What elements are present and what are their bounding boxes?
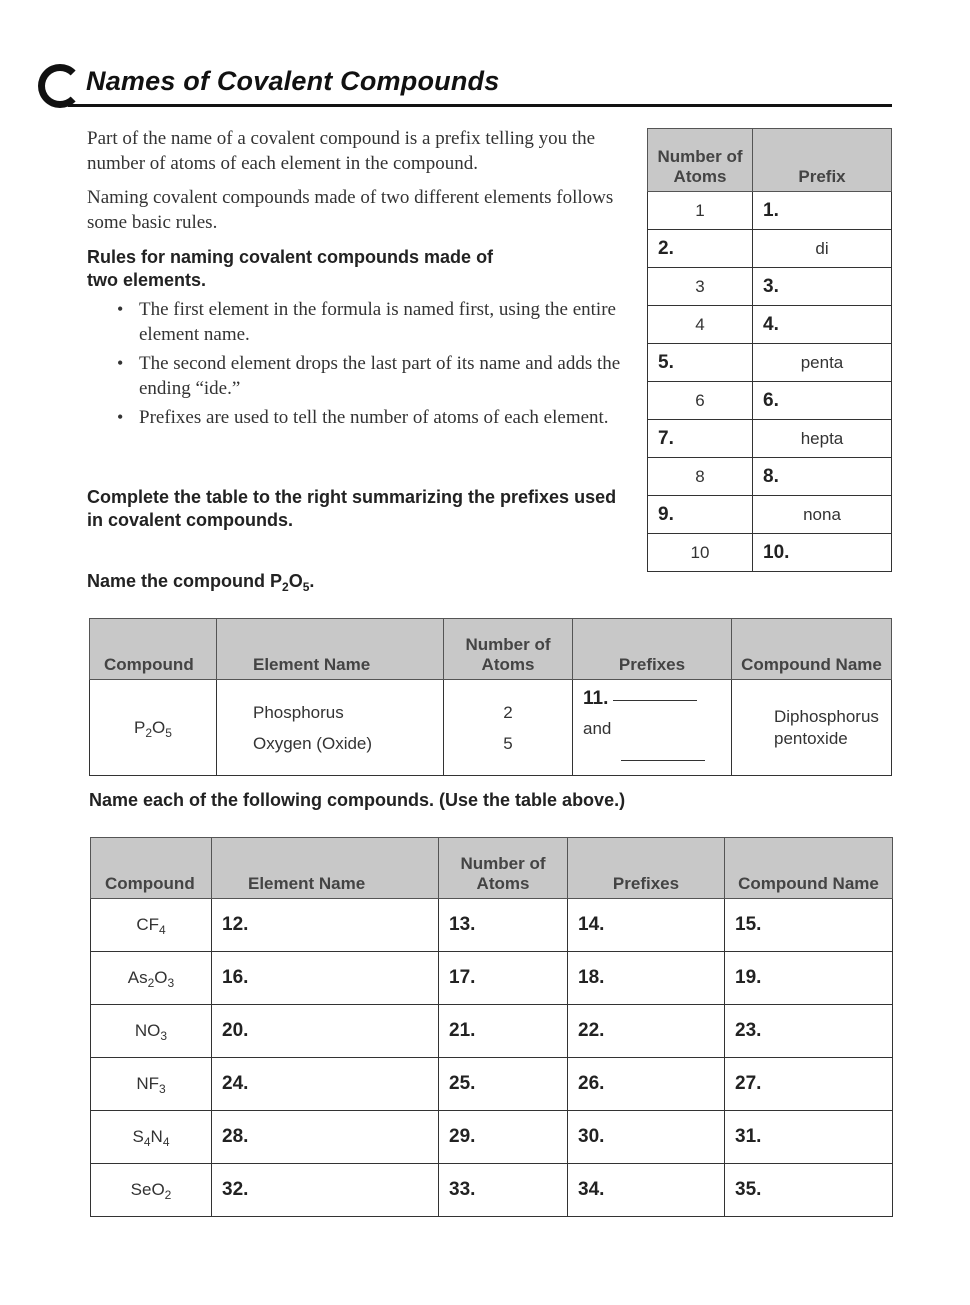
atoms-answer-cell[interactable]: 25.: [439, 1058, 568, 1111]
header-number-of-atoms: Number of Atoms: [444, 619, 573, 680]
instruction-text: O: [288, 571, 303, 591]
header-prefixes: Prefixes: [573, 619, 732, 680]
prefixes-answer-cell[interactable]: 30.: [568, 1111, 725, 1164]
table-row: [648, 268, 892, 306]
atoms-cell: 10: [648, 534, 753, 572]
header-number-of-atoms: Number of Atoms: [648, 129, 753, 192]
rule-item: • The first element in the formula is named first, using the entire element name.: [115, 297, 625, 347]
atoms-cell: 1: [648, 192, 753, 230]
element-name-answer-cell[interactable]: 28.: [212, 1111, 439, 1164]
table-row: [648, 192, 892, 230]
element-name-answer-cell[interactable]: 32.: [212, 1164, 439, 1217]
atoms-cell: 6: [648, 382, 753, 420]
compound-cell: [91, 1005, 212, 1058]
compound-name-line: Diphosphorus: [774, 706, 879, 726]
formula-symbol: C: [136, 915, 149, 934]
formula-symbol: O: [151, 1180, 165, 1199]
header-prefixes: Prefixes: [568, 838, 725, 899]
table-row: [91, 1164, 893, 1217]
table-row: [648, 458, 892, 496]
compound-cell: [90, 680, 217, 776]
element-name-answer-cell[interactable]: 16.: [212, 952, 439, 1005]
atoms-answer-cell[interactable]: 13.: [439, 899, 568, 952]
formula-symbol: F: [148, 915, 159, 934]
example-table: [89, 618, 892, 776]
subscript: 2: [147, 976, 155, 990]
exercise-table: [90, 837, 893, 1217]
rules-heading: Rules for naming covalent compounds made of two elements.: [87, 247, 494, 290]
formula-symbol: N: [150, 1127, 163, 1146]
subscript: 3: [167, 976, 175, 990]
question-number: 11.: [583, 688, 609, 709]
table-row: [91, 899, 893, 952]
compound-cell: [91, 1111, 212, 1164]
header-compound: Compound: [91, 838, 212, 899]
atoms-cell: 3: [648, 268, 753, 306]
table-row: [91, 1005, 893, 1058]
atoms-value: 2: [503, 702, 513, 722]
formula-symbol: Se: [130, 1180, 152, 1199]
compound-cell: [91, 1164, 212, 1217]
page-title: Names of Covalent Compounds: [86, 66, 500, 96]
compound-name-answer-cell[interactable]: 19.: [725, 952, 893, 1005]
subscript: 3: [160, 1029, 168, 1043]
header-compound-name: Compound Name: [732, 619, 892, 680]
prefix-table: [647, 128, 892, 572]
atoms-cell: 8: [648, 458, 753, 496]
formula-symbol: F: [148, 1074, 159, 1093]
atoms-cell: 4: [648, 306, 753, 344]
answer-blank[interactable]: [621, 759, 705, 761]
table-row: [648, 230, 892, 268]
compound-cell: [91, 899, 212, 952]
atoms-value: 5: [503, 733, 513, 753]
table-row: [648, 306, 892, 344]
prefixes-answer-cell[interactable]: 14.: [568, 899, 725, 952]
header-compound: Compound: [90, 619, 217, 680]
compound-name-line: pentoxide: [774, 728, 848, 748]
header-compound-name: Compound Name: [725, 838, 893, 899]
atoms-answer-cell[interactable]: 29.: [439, 1111, 568, 1164]
header-element-name: Element Name: [212, 838, 439, 899]
atoms-answer-cell[interactable]: 5.: [648, 344, 753, 382]
atoms-answer-cell[interactable]: 33.: [439, 1164, 568, 1217]
title-rule: [68, 104, 892, 107]
subscript: 3: [158, 1082, 166, 1096]
instruction-text: Name the compound P: [87, 571, 283, 591]
table-row: [91, 1111, 893, 1164]
prefix-answer-cell[interactable]: 3.: [753, 268, 892, 306]
prefix-cell: hepta: [753, 420, 892, 458]
table-row: [91, 952, 893, 1005]
prefixes-answer-cell[interactable]: 22.: [568, 1005, 725, 1058]
prefix-answer-cell[interactable]: 4.: [753, 306, 892, 344]
instruction-name-each: Name each of the following compounds. (Use the table above.): [89, 790, 626, 810]
prefixes-answer-cell[interactable]: 26.: [568, 1058, 725, 1111]
header-element-name: Element Name: [217, 619, 444, 680]
table-row: [91, 1058, 893, 1111]
formula-symbol: O: [154, 968, 168, 987]
formula-symbol: O: [152, 717, 166, 737]
rules-list: [115, 297, 625, 434]
compound-name-answer-cell[interactable]: 31.: [725, 1111, 893, 1164]
prefix-answer-cell[interactable]: 6.: [753, 382, 892, 420]
subscript: 2: [145, 725, 153, 740]
answer-blank[interactable]: [613, 699, 697, 701]
element-name: Phosphorus: [253, 702, 344, 722]
formula-symbol: P: [134, 717, 146, 737]
prefix-cell: nona: [753, 496, 892, 534]
subscript: 4: [162, 1135, 170, 1149]
prefix-cell: di: [753, 230, 892, 268]
atoms-answer-cell[interactable]: 21.: [439, 1005, 568, 1058]
table-row: [90, 680, 892, 776]
element-name-answer-cell[interactable]: 24.: [212, 1058, 439, 1111]
atoms-answer-cell[interactable]: 7.: [648, 420, 753, 458]
compound-name-cell: [732, 680, 892, 776]
prefix-answer-cell[interactable]: 1.: [753, 192, 892, 230]
prefix-cell: penta: [753, 344, 892, 382]
section-c-icon: [38, 64, 82, 108]
subscript: 4: [143, 1135, 151, 1149]
header-number-of-atoms: Number of Atoms: [439, 838, 568, 899]
formula-symbol: As: [127, 968, 148, 987]
compound-cell: [91, 952, 212, 1005]
table-row: [648, 496, 892, 534]
formula-symbol: S: [132, 1127, 144, 1146]
atoms-answer-cell[interactable]: 2.: [648, 230, 753, 268]
header-prefix: Prefix: [753, 129, 892, 192]
element-name-answer-cell[interactable]: 20.: [212, 1005, 439, 1058]
compound-name-answer-cell[interactable]: 27.: [725, 1058, 893, 1111]
intro: [87, 126, 632, 244]
prefixes-cell: [573, 680, 732, 776]
compound-cell: [91, 1058, 212, 1111]
compound-name-answer-cell[interactable]: 15.: [725, 899, 893, 952]
compound-name-answer-cell[interactable]: 35.: [725, 1164, 893, 1217]
prefixes-answer-cell[interactable]: 34.: [568, 1164, 725, 1217]
and-text: and: [583, 719, 612, 738]
rule-item: • Prefixes are used to tell the number of atoms of each element.: [115, 405, 625, 430]
subscript: 5: [302, 580, 310, 594]
element-name-answer-cell[interactable]: 12.: [212, 899, 439, 952]
compound-name-answer-cell[interactable]: 23.: [725, 1005, 893, 1058]
formula-symbol: O: [147, 1021, 161, 1040]
instruction-name-compound: [87, 570, 314, 593]
atoms-answer-cell[interactable]: 17.: [439, 952, 568, 1005]
table-row: [648, 382, 892, 420]
formula-symbol: N: [136, 1074, 149, 1093]
intro-paragraph-2: Naming covalent compounds made of two different elements follows some basic rules.: [87, 187, 614, 233]
subscript: 4: [158, 923, 166, 937]
intro-paragraph-1: Part of the name of a covalent compound is a prefix telling you the number of atoms of each element in the compound.: [87, 128, 596, 174]
title-bar: [38, 62, 892, 112]
table-row: [648, 534, 892, 572]
element-name: Oxygen (Oxide): [253, 733, 373, 753]
prefix-answer-cell[interactable]: 8.: [753, 458, 892, 496]
instruction-complete-table: Complete the table to the right summarizing the prefixes used in covalent compounds.: [87, 487, 617, 530]
table-row: [648, 420, 892, 458]
instruction-text: .: [309, 571, 315, 591]
atoms-answer-cell[interactable]: 9.: [648, 496, 753, 534]
atoms-cell: [444, 680, 573, 776]
rule-item: • The second element drops the last part of its name and adds the ending “ide.”: [115, 351, 625, 401]
prefix-answer-cell[interactable]: 10.: [753, 534, 892, 572]
element-name-cell: [217, 680, 444, 776]
subscript: 2: [282, 580, 289, 594]
subscript: 5: [165, 725, 172, 740]
formula-symbol: N: [134, 1021, 148, 1040]
subscript: 2: [164, 1188, 172, 1202]
table-row: [648, 344, 892, 382]
prefixes-answer-cell[interactable]: 18.: [568, 952, 725, 1005]
